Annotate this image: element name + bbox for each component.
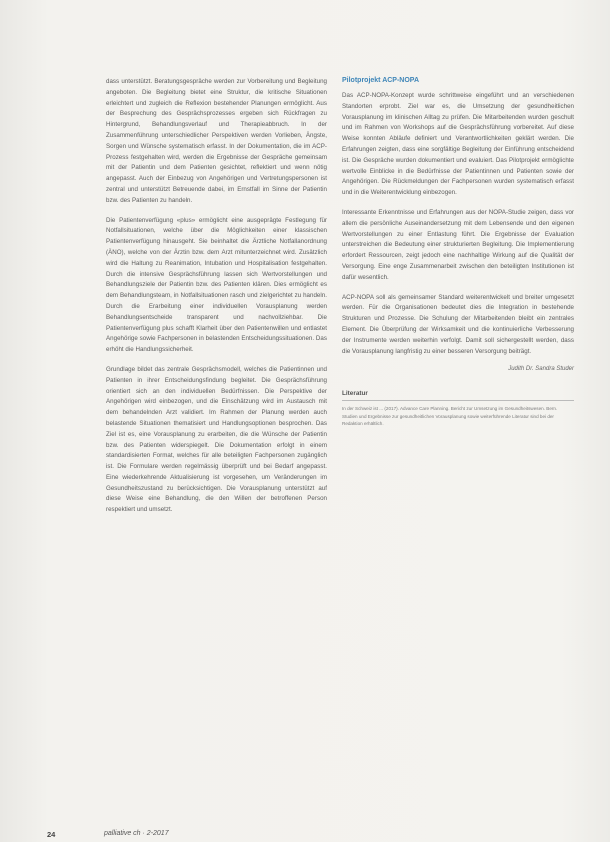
journal-footer: palliative ch · 2-2017 <box>104 830 169 837</box>
left-column <box>106 77 327 525</box>
right-column <box>342 77 574 428</box>
right-paragraph-2: Interessante Erkenntnisse und Erfahrungen aus der NOPA-Studie zeigen, dass vor allem die persönliche Auseinandersetzung mit dem Lebensende und den eigenen Wertvorstellungen zu einer Entlastung führt. Die Ergebnisse der Evaluation unterstreichen die Bedeutung einer strukturierten Begleitung. Die Implementierung erfordert Ressourcen, zeigt jedoch eine nachhaltige Wirkung auf die Qualität der Versorgung. Eine enge Zusammenarbeit zwischen den beteiligten Institutionen ist dafür wesentlich. <box>342 208 574 281</box>
left-paragraph-3: Grundlage bildet das zentrale Gesprächsmodell, welches die Patientinnen und Patienten in ihrer Entscheidungsfindung begleitet. Die Gesprächsführung orientiert sich an den individuellen Bedürfnissen. Die Perspektive der Angehörigen wird einbezogen, und die Einschätzung wird im Austausch mit dem behandelnden Arzt validiert. Im Rahmen der Planung werden auch belastende Situationen thematisiert und Handlungsoptionen besprochen. Das Ziel ist es, eine Vorausplanung zu erarbeiten, die die Wünsche der Patientin bzw. des Patienten widerspiegelt. Die Dokumentation erfolgt in einem standardisierten Format, welches für alle beteiligten Fachpersonen zugänglich ist. Die Formulare werden regelmässig überprüft und bei Bedarf angepasst. Eine wiederkehrende Aktualisierung ist vorgesehen, um Veränderungen im Gesundheitszustand zu berücksichtigen. Die Vorausplanung unterstützt auf diese Weise eine Behandlung, die den Willen der betroffenen Person respektiert und umsetzt. <box>106 365 327 514</box>
left-paragraph-2: Die Patientenverfügung «plus» ermöglicht eine ausgeprägte Festlegung für Notfallsituationen, welche über die Möglichkeiten einer klassischen Patientenverfügung hinausgeht. Sie beinhaltet die Ärztliche Notfallanordnung (ÄNO), welche von der Ärztin bzw. dem Arzt mitunterzeichnet wird. Zusätzlich wird die Haltung zu Reanimation, Intubation und Hospitalisation festgehalten. Durch die intensive Gesprächsführung lassen sich Wertvorstellungen und Behandlungsziele der Patientin bzw. des Patienten klären. Dies ermöglicht es dem Behandlungsteam, in Notfallsituationen rasch und zielgerichtet zu handeln. Durch die Erarbeitung einer individuellen Vorausplanung werden Behandlungsentscheide transparent und nachvollziehbar. Die Patientenverfügung plus schafft Klarheit über den Patientenwillen und entlastet Angehörige sowie Fachpersonen in belastenden Entscheidungssituationen. Das erhöht die Handlungssicherheit. <box>106 216 327 354</box>
section-title: Pilotprojekt ACP-NOPA <box>342 77 420 84</box>
literature-heading: Literatur <box>342 390 368 398</box>
right-paragraph-1: Das ACP-NOPA-Konzept wurde schrittweise eingeführt und an verschiedenen Standorten erprobt. Ziel war es, die Umsetzung der gesundheitlichen Vorausplanung im klinischen Alltag zu prüfen. Die Mitarbeitenden wurden geschult und im Rahmen von Workshops auf die Gesprächsführung vorbereitet. Auf diese Weise konnten Abläufe definiert und Verantwortlichkeiten geklärt werden. Die Erfahrungen zeigten, dass eine sorgfältige Begleitung der Einführung entscheidend ist. Die Gespräche wurden dokumentiert und evaluiert. Das Pilotprojekt ermöglichte wertvolle Einblicke in die Bedürfnisse der Patientinnen und Patienten sowie der Angehörigen. Die Rückmeldungen der Fachpersonen wurden systematisch erfasst und in die Weiterentwicklung einbezogen. <box>342 92 574 197</box>
left-paragraph-1: dass unterstützt. Beratungsgespräche werden zur Vorbereitung und Begleitung angeboten. Die Begleitung bietet eine Struktur, die kritische Situationen erleichtert und zugleich die Reflexion bestehender Planungen ermöglicht. Aus der Besprechung des Gesprächsprozesses ergeben sich Rückfragen zu Hintergrund, Behandlungsverlauf und Therapieabbruch. In der Zusammenführung unterschiedlicher Perspektiven werden Vorlieben, Ängste, Sorgen und Wünsche systematisch erfasst. In der Dokumentation, die im ACP-Prozess festgehalten wird, werden die Ergebnisse der Gespräche gemeinsam mit der Patientin und dem Patienten gesichtet, reflektiert und wenn nötig angepasst. Auch der Einbezug von Angehörigen und Vertretungspersonen ist zentral und unterstützt Betreuende dabei, im Ernstfall im Sinne der Patientin bzw. des Patienten zu handeln. <box>106 78 327 204</box>
literature-divider <box>342 400 574 401</box>
right-paragraph-3: ACP-NOPA soll als gemeinsamer Standard weiterentwickelt und breiter umgesetzt werden. Für die Organisationen bedeutet dies die Integration in bestehende Strukturen und Prozesse. Die Schulung der Mitarbeitenden bleibt ein zentrales Element. Die Überprüfung der Wirksamkeit und die kontinuierliche Verbesserung der Instrumente werden weiterhin verfolgt. Damit soll sichergestellt werden, dass die Vorausplanung langfristig zu einer besseren Versorgung beiträgt. <box>342 293 574 355</box>
literature-text: In der Schweiz ist ... (2017). Advance Care Planning. Bericht zur Umsetzung im Gesundheitswesen. Bern. Studien und Ergebnisse zur gesundheitlichen Vorausplanung sowie weiterführende Literatur sind bei der Redaktion erhältlich. <box>342 406 558 427</box>
page-number: 24 <box>47 830 56 839</box>
author-signature: Judith Dr. Sandra Studer <box>508 366 574 373</box>
